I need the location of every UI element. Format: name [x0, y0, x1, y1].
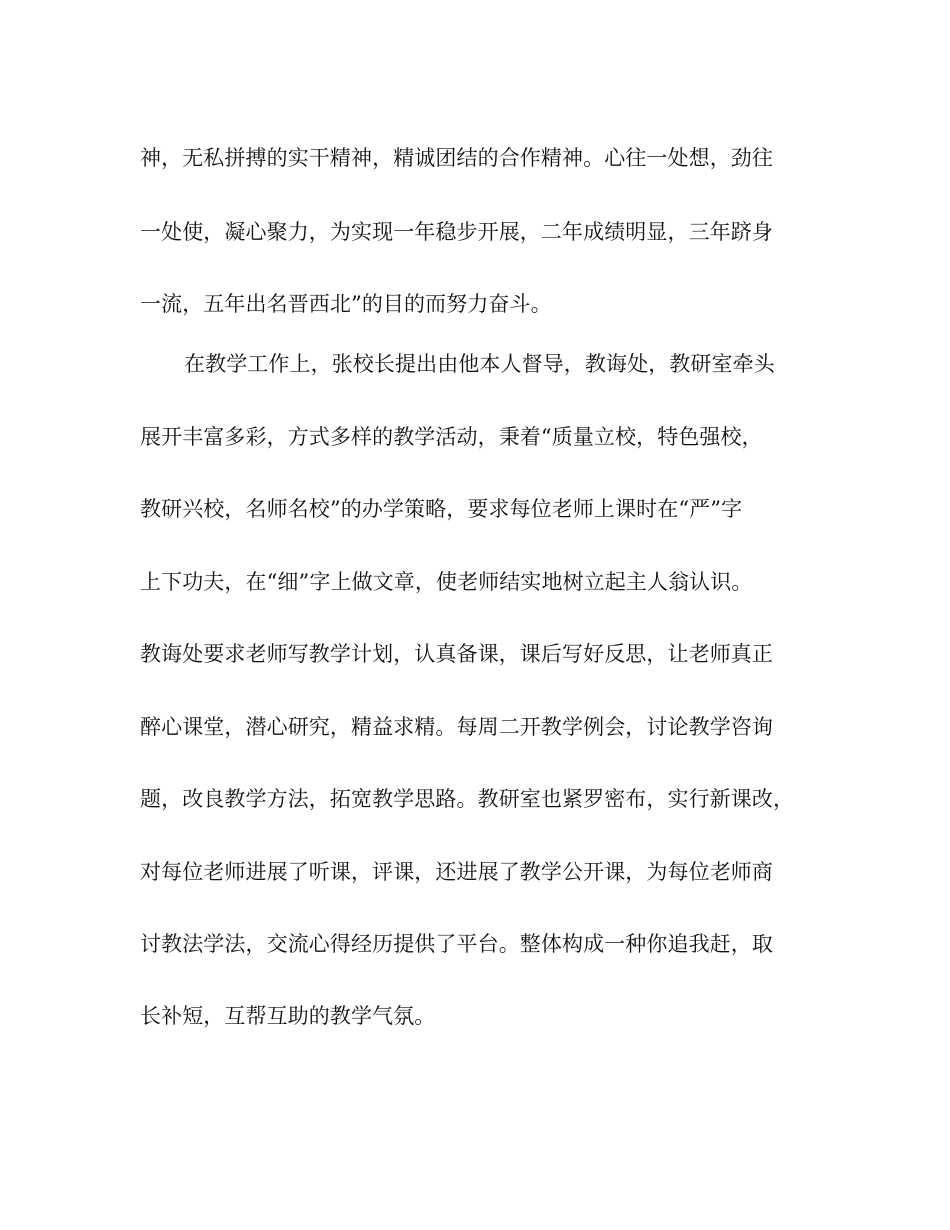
text-line-1: 神，无私拼搏的实干精神，精诚团结的合作精神。心往一处想，劲往 — [140, 146, 773, 170]
text-line-5: 展开丰富多彩，方式多样的教学活动，秉着“质量立校，特色强校， — [140, 425, 763, 449]
text-line-7: 上下功夫，在“细”字上做文章，使老师结实地树立起主人翁认识。 — [140, 570, 753, 594]
text-line-8: 教诲处要求老师写教学计划，认真备课，课后写好反思，让老师真正 — [140, 642, 773, 666]
text-line-10: 题，改良教学方法，拓宽教学思路。教研室也紧罗密布，实行新课改， — [140, 787, 795, 811]
text-line-3: 一流，五年出名晋西北”的目的而努力奋斗。 — [140, 292, 552, 316]
text-line-2: 一处使，凝心聚力，为实现一年稳步开展，二年成绩明显，三年跻身 — [140, 220, 773, 244]
text-line-11: 对每位老师进展了听课，评课，还进展了教学公开课，为每位老师商 — [140, 860, 773, 884]
text-line-6: 教研兴校，名师名校”的办学策略，要求每位老师上课时在“严”字 — [140, 497, 743, 521]
text-line-9: 醉心课堂，潜心研究，精益求精。每周二开教学例会，讨论教学咨询 — [140, 715, 773, 739]
text-line-13: 长补短，互帮互助的教学气氛。 — [140, 1004, 436, 1028]
text-line-4: 在教学工作上，张校长提出由他本人督导，教诲处，教研室牵头 — [184, 352, 775, 376]
text-line-12: 讨教法学法，交流心得经历提供了平台。整体构成一种你追我赶，取 — [140, 932, 773, 956]
